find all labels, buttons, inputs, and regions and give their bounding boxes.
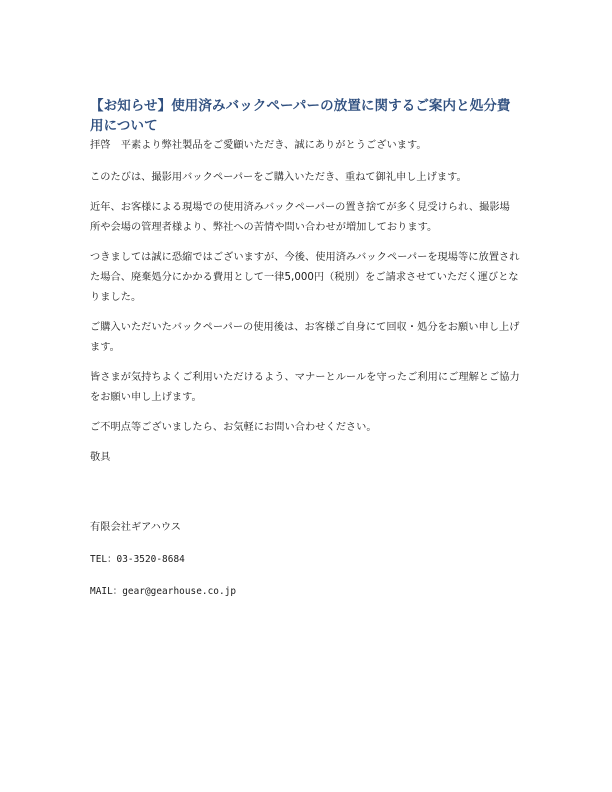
document-body xyxy=(90,96,520,602)
paragraph-thanks: このたびは、撮影用バックペーパーをご購入いただき、重ねて御礼申し上げます。 xyxy=(90,172,467,183)
paragraph-issue: 近年、お客様による現場での使用済みバックペーパーの置き捨てが多く見受けられ、撮影場所や会場の管理者様より、弊社への苦情や問い合わせが増加しております。 xyxy=(90,202,510,233)
paragraph-contact-invite: ご不明点等ございましたら、お気軽にお問い合わせください。 xyxy=(90,422,377,433)
paragraph-greeting: 拝啓 平素より弊社製品をご愛顧いただき、誠にありがとうございます。 xyxy=(90,140,427,151)
company-email: MAIL：gear@gearhouse.co.jp xyxy=(90,586,237,597)
document-title: 【お知らせ】使用済みバックペーパーの放置に関するご案内と処分費用について xyxy=(90,98,511,134)
paragraph-cooperation: 皆さまが気持ちよくご利用いただけるよう、マナーとルールを守ったご利用にご理解とご協力をお願い申し上げます。 xyxy=(90,372,520,403)
company-tel: TEL：03-3520-8684 xyxy=(90,554,185,565)
closing-remark: 敬具 xyxy=(90,452,111,463)
paragraph-fee-notice: つきましては誠に恐縮ではございますが、今後、使用済みバックペーパーを現場等に放置された場合、廃棄処分にかかる費用として一律5,000円（税別）をご請求させていただく運びとなりました。 xyxy=(90,252,520,303)
company-name: 有限会社ギアハウス xyxy=(90,522,182,533)
paragraph-request: ご購入いただいたバックペーパーの使用後は、お客様ご自身にて回収・処分をお願い申し上げます。 xyxy=(90,322,520,353)
